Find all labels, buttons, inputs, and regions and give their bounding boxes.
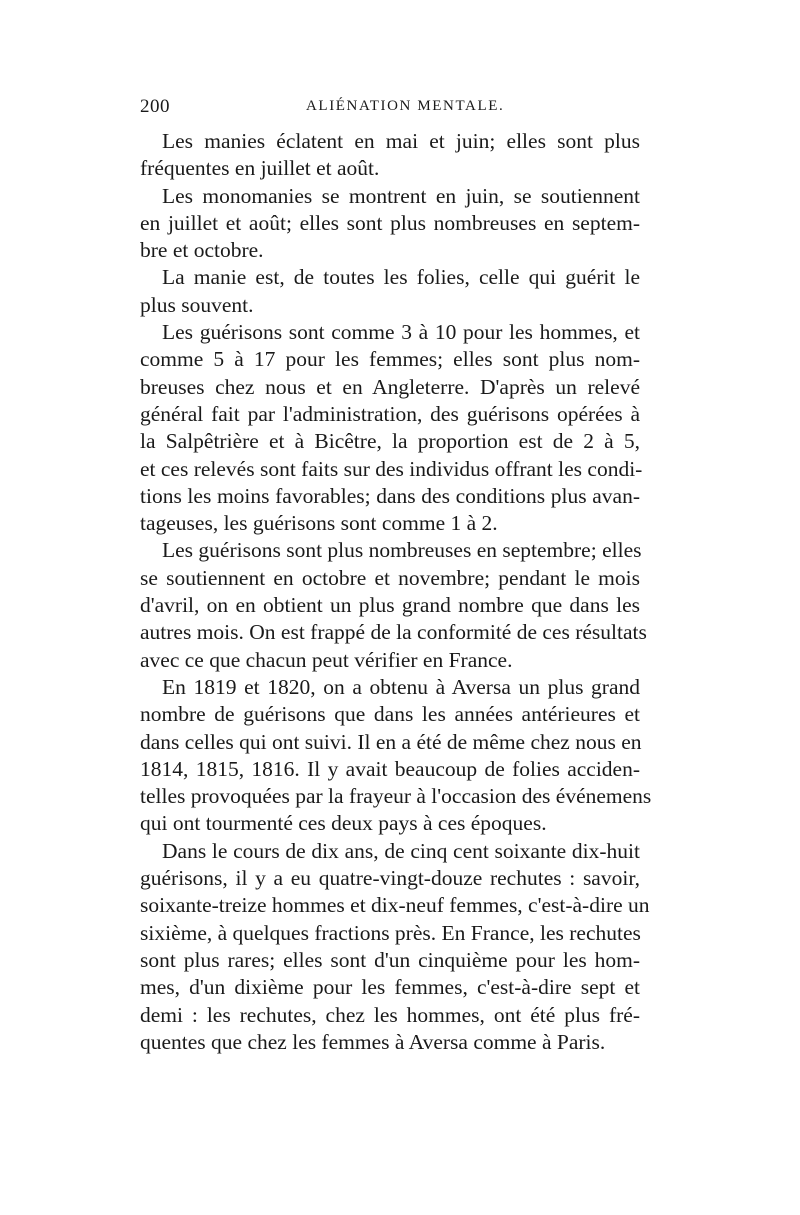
text-line: nombre de guérisons que dans les années antérieures et [140, 702, 640, 727]
paragraph [140, 183, 640, 265]
text-line: En 1819 et 1820, on a obtenu à Aversa un plus grand [162, 674, 640, 699]
page-number: 200 [140, 96, 170, 117]
text-line: plus souvent. [140, 292, 254, 317]
text-line: Les manies éclatent en mai et juin; elles sont plus [162, 129, 640, 153]
paragraph [140, 264, 640, 319]
text-line: se soutiennent en octobre et novembre; pendant le mois [140, 565, 640, 590]
text-line: telles provoquées par la frayeur à l'occasion des événemens [140, 784, 652, 809]
text-line: dans celles qui ont suivi. Il en a été de même chez nous en [140, 729, 642, 754]
paragraph [140, 537, 647, 673]
text-line: Les guérisons sont plus nombreuses en septembre; elles [162, 538, 642, 563]
text-line: bre et octobre. [140, 238, 264, 263]
text-line: soixante-treize hommes et dix-neuf femmes, c'est-à-dire un [140, 893, 650, 918]
text-line: La manie est, de toutes les folies, celle qui guérit le [162, 265, 640, 290]
text-line: tageuses, les guérisons sont comme 1 à 2. [140, 511, 498, 536]
text-line: mes, d'un dixième pour les femmes, c'est-à-dire sept et [140, 975, 640, 1000]
paragraph [140, 674, 652, 838]
text-line: d'avril, on en obtient un plus grand nombre que dans les [140, 593, 640, 618]
text-line: comme 5 à 17 pour les femmes; elles sont plus nom- [140, 347, 640, 372]
text-line: en juillet et août; elles sont plus nombreuses en septem- [140, 210, 640, 235]
paragraph [140, 319, 643, 537]
paragraph [140, 838, 650, 1056]
text-line: guérisons, il y a eu quatre-vingt-douze rechutes : savoir, [140, 866, 640, 891]
text-line: qui ont tourmenté ces deux pays à ces époques. [140, 811, 547, 836]
running-title: ALIÉNATION MENTALE. [306, 98, 505, 114]
text-line: Les monomanies se montrent en juin, se soutiennent [162, 183, 640, 208]
running-head [140, 96, 640, 120]
text-line: 1814, 1815, 1816. Il y avait beaucoup de folies acciden- [140, 756, 640, 781]
text-line: demi : les rechutes, chez les hommes, ont été plus fré- [140, 1002, 640, 1027]
text-line: sixième, à quelques fractions près. En France, les rechutes [140, 920, 641, 945]
text-line: Les guérisons sont comme 3 à 10 pour les hommes, et [162, 320, 640, 345]
body-text [140, 128, 652, 1056]
text-line: général fait par l'administration, des guérisons opérées à [140, 401, 640, 426]
text-line: avec ce que chacun peut vérifier en France. [140, 647, 513, 672]
text-line: fréquentes en juillet et août. [140, 156, 380, 181]
text-line: la Salpêtrière et à Bicêtre, la proportion est de 2 à 5, [140, 429, 640, 454]
text-line: quentes que chez les femmes à Aversa comme à Paris. [140, 1029, 606, 1054]
paragraph [140, 128, 640, 183]
text-line: sont plus rares; elles sont d'un cinquième pour les hom- [140, 947, 640, 972]
text-line: tions les moins favorables; dans des conditions plus avan- [140, 483, 640, 508]
text-line: autres mois. On est frappé de la conformité de ces résultats [140, 620, 647, 645]
text-line: et ces relevés sont faits sur des individus offrant les condi- [140, 456, 643, 481]
text-line: breuses chez nous et en Angleterre. D'après un relevé [140, 374, 640, 399]
text-line: Dans le cours de dix ans, de cinq cent soixante dix-huit [162, 838, 640, 863]
